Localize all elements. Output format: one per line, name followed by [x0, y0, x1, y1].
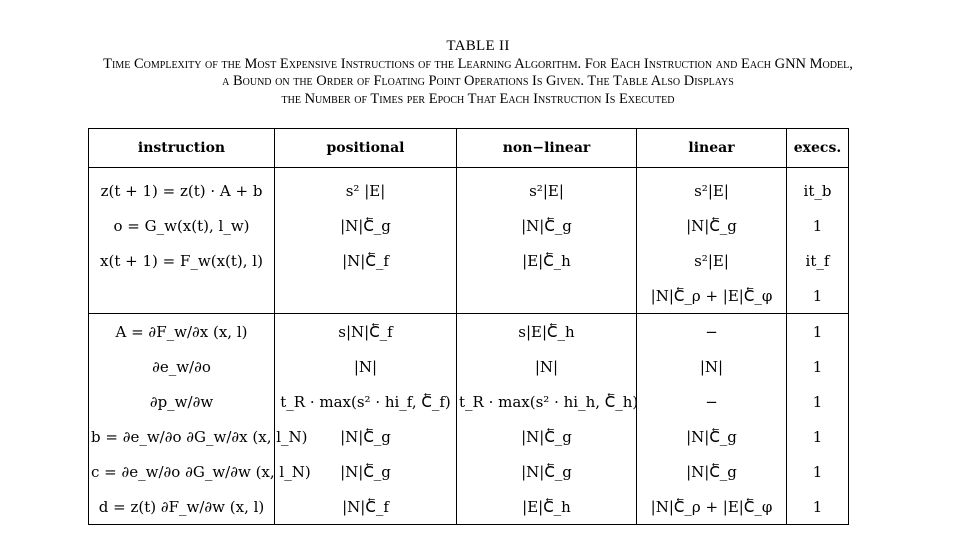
cell-execs: 1 — [787, 454, 849, 489]
cell-linear: |N|C⃖_g — [637, 454, 787, 489]
cell-linear: − — [637, 314, 787, 350]
cell-linear: |N| — [637, 349, 787, 384]
table-row — [89, 243, 849, 278]
cell-positional: |N| — [275, 349, 457, 384]
cell-instruction: ∂p_w/∂w — [89, 384, 275, 419]
cell-nonlinear: |N|C⃖_g — [457, 419, 637, 454]
cell-instruction: o = G_w(x(t), l_w) — [89, 208, 275, 243]
cell-positional: |N|C⃖_g — [275, 454, 457, 489]
cell-nonlinear: |E|C⃖_h — [457, 243, 637, 278]
cell-linear: |N|C⃖_ρ + |E|C⃖_φ — [637, 489, 787, 525]
cell-execs: it_f — [787, 243, 849, 278]
cell-instruction: ∂e_w/∂o — [89, 349, 275, 384]
cell-nonlinear: |N| — [457, 349, 637, 384]
cell-execs: 1 — [787, 489, 849, 525]
cell-execs: 1 — [787, 349, 849, 384]
cell-instruction: b = ∂e_w/∂o ∂G_w/∂x (x, l_N) — [89, 419, 275, 454]
cell-execs: it_b — [787, 173, 849, 208]
caption-line-2: a Bound on the Order of Floating Point Operations Is Given. The Table Also Displays — [222, 73, 734, 89]
cell-linear: |N|C⃖_ρ + |E|C⃖_φ — [637, 278, 787, 314]
cell-positional: s|N|C⃖_f — [275, 314, 457, 350]
cell-nonlinear: s²|E| — [457, 173, 637, 208]
table-row — [89, 384, 849, 419]
cell-execs: 1 — [787, 384, 849, 419]
cell-nonlinear: |N|C⃖_g — [457, 208, 637, 243]
header-execs: execs. — [787, 129, 849, 168]
table-row — [89, 278, 849, 314]
table-row — [89, 419, 849, 454]
table-row — [89, 173, 849, 208]
cell-nonlinear: s|E|C⃖_h — [457, 314, 637, 350]
cell-nonlinear: |N|C⃖_g — [457, 454, 637, 489]
caption-line-1: Time Complexity of the Most Expensive Instructions of the Learning Algorithm. For Each Instruction and Each GNN Model, — [103, 55, 853, 72]
cell-positional: |N|C⃖_f — [275, 243, 457, 278]
cell-instruction: A = ∂F_w/∂x (x, l) — [89, 314, 275, 350]
cell-linear: |N|C⃖_g — [637, 419, 787, 454]
table-row — [89, 208, 849, 243]
cell-positional: |N|C⃖_g — [275, 419, 457, 454]
caption-line-3: the Number of Times per Epoch That Each Instruction Is Executed — [281, 90, 675, 107]
cell-positional: s² |E| — [275, 173, 457, 208]
table-row — [89, 314, 849, 350]
cell-execs: 1 — [787, 208, 849, 243]
cell-execs: 1 — [787, 278, 849, 314]
header-nonlinear: non−linear — [457, 129, 637, 168]
cell-linear: − — [637, 384, 787, 419]
table-row — [89, 349, 849, 384]
cell-linear: |N|C⃖_g — [637, 208, 787, 243]
cell-positional — [275, 278, 457, 314]
header-instruction: instruction — [89, 129, 275, 168]
cell-nonlinear: |E|C⃖_h — [457, 489, 637, 525]
cell-instruction — [89, 278, 275, 314]
cell-positional: t_R · max(s² · hi_f, C⃖_f) — [275, 384, 457, 419]
cell-positional: |N|C⃖_g — [275, 208, 457, 243]
cell-instruction: c = ∂e_w/∂o ∂G_w/∂w (x, l_N) — [89, 454, 275, 489]
table-row — [89, 489, 849, 525]
cell-nonlinear: t_R · max(s² · hi_h, C⃖_h) — [457, 384, 637, 419]
cell-instruction: x(t + 1) = F_w(x(t), l) — [89, 243, 275, 278]
cell-linear: s²|E| — [637, 243, 787, 278]
cell-linear: s²|E| — [637, 173, 787, 208]
complexity-table — [88, 128, 849, 525]
header-linear: linear — [637, 129, 787, 168]
table-title: TABLE II — [446, 38, 510, 54]
cell-positional: |N|C⃖_f — [275, 489, 457, 525]
cell-execs: 1 — [787, 419, 849, 454]
table-caption — [0, 38, 956, 108]
table-row — [89, 454, 849, 489]
header-row — [89, 129, 849, 168]
cell-instruction: d = z(t) ∂F_w/∂w (x, l) — [89, 489, 275, 525]
cell-execs: 1 — [787, 314, 849, 350]
cell-instruction: z(t + 1) = z(t) · A + b — [89, 173, 275, 208]
header-positional: positional — [275, 129, 457, 168]
cell-nonlinear — [457, 278, 637, 314]
